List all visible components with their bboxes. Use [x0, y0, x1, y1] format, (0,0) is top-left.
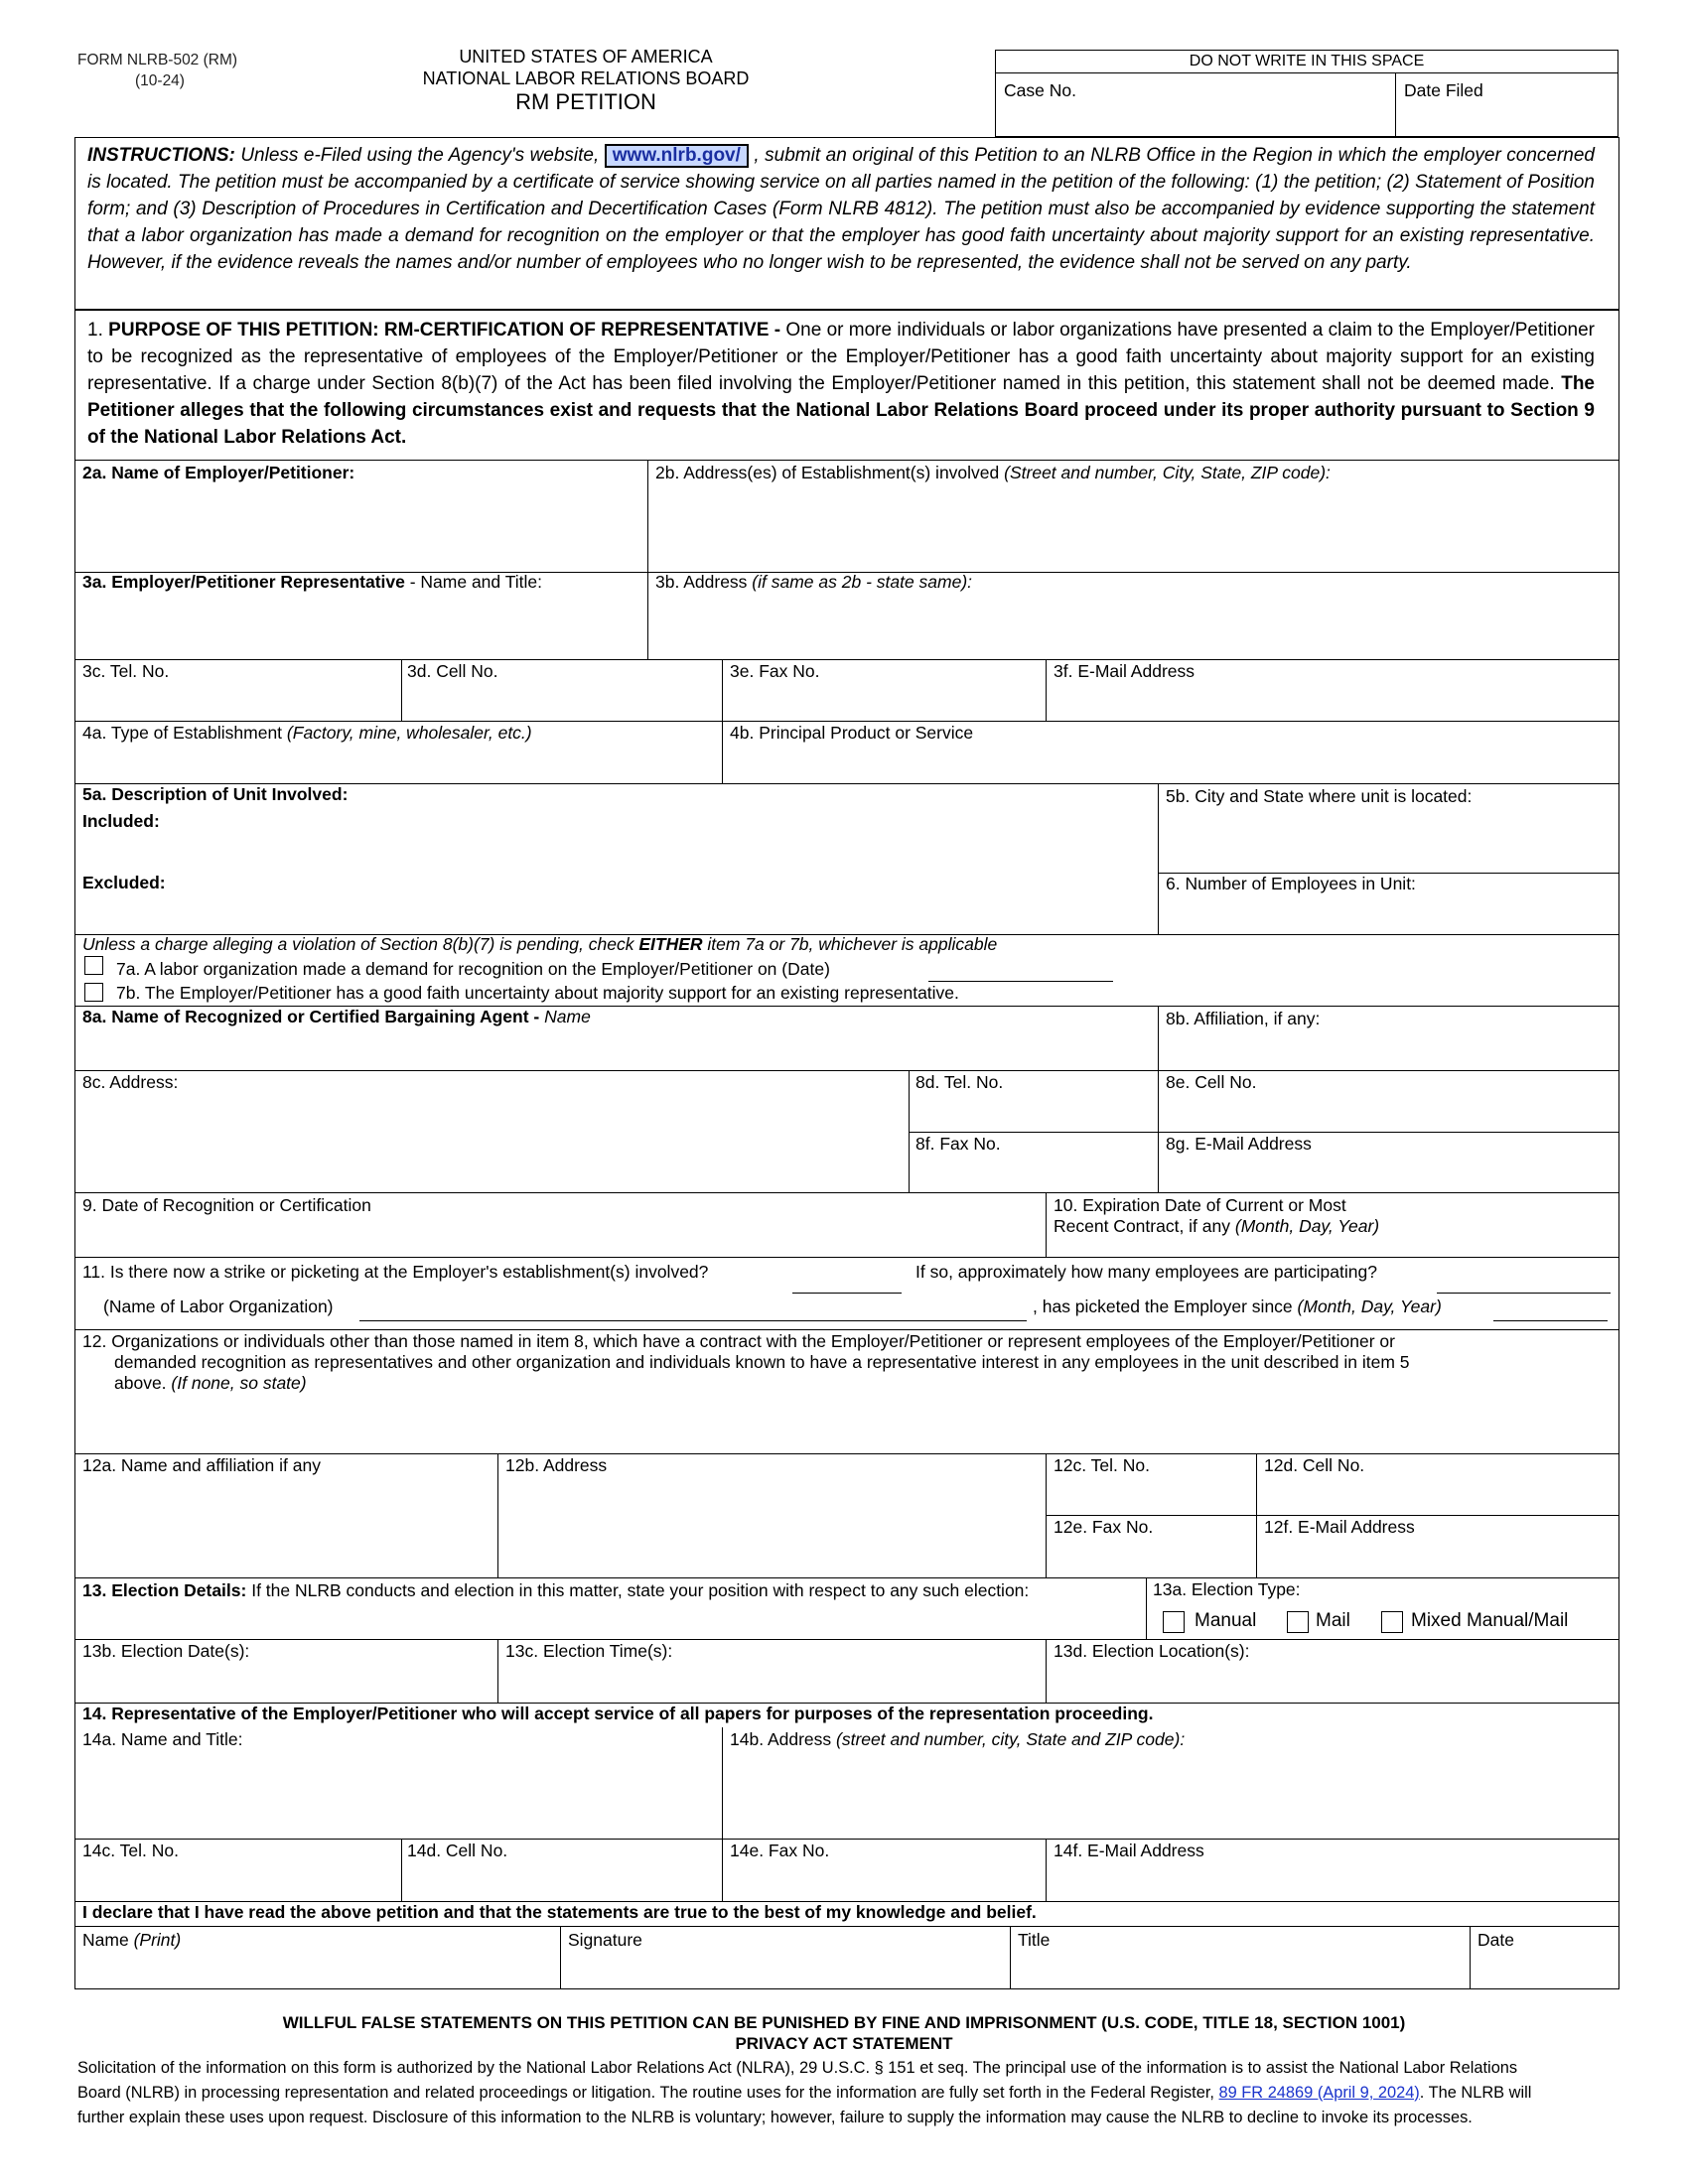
- field-9[interactable]: 9. Date of Recognition or Certification: [82, 1195, 371, 1215]
- field-7-note-pre: Unless a charge alleging a violation of Section 8(b)(7) is pending, check: [82, 934, 634, 954]
- header-titles: [377, 46, 794, 115]
- field-8a-label: 8a. Name of Recognized or Certified Bargaining Agent -: [82, 1007, 540, 1026]
- field-5b[interactable]: 5b. City and State where unit is located:: [1166, 786, 1473, 806]
- field-11-count-line[interactable]: [1437, 1293, 1611, 1294]
- field-13a: 13a. Election Type:: [1153, 1579, 1301, 1599]
- field-14c[interactable]: 14c. Tel. No.: [82, 1841, 179, 1860]
- field-14f[interactable]: 14f. E-Mail Address: [1054, 1841, 1204, 1860]
- checkbox-13a-mixed[interactable]: [1381, 1611, 1403, 1633]
- instructions: [87, 142, 1595, 276]
- signature-field[interactable]: Signature: [568, 1930, 642, 1950]
- field-2b-label: 2b. Address(es) of Establishment(s) involved: [655, 463, 1000, 482]
- field-7-note-bold: EITHER: [638, 934, 703, 954]
- form-id: FORM NLRB-502 (RM): [77, 52, 238, 68]
- field-11-org-label: (Name of Labor Organization): [103, 1297, 334, 1316]
- field-13d[interactable]: 13d. Election Location(s):: [1054, 1641, 1250, 1661]
- field-14b[interactable]: [730, 1729, 1185, 1750]
- checkbox-13a-mail[interactable]: [1287, 1611, 1309, 1633]
- purpose-text: One or more individuals or labor organizations have presented a claim to the Employer/Petitioner to be recognized as the representative of employees of the Employer/Petitioner or the Employer/Petitioner has a good faith uncertainty about majority support for an existing representative. If a charge under Section 8(b)(7) of the Act has been filed involving the Employer/Petitioner named in this petition, this statement shall not be deemed made.: [87, 320, 1596, 394]
- field-4a[interactable]: [82, 723, 532, 744]
- field-5a-excluded[interactable]: Excluded:: [82, 873, 166, 892]
- field-11-strike-line[interactable]: [792, 1293, 902, 1294]
- privacy-line1: Solicitation of the information on this form is authorized by the National Labor Relations Act (NLRA), 29 U.S.C. § 151 et seq. The principal use of the information is to assist the National Labor Relations: [77, 2059, 1518, 2077]
- false-statements-warning: WILLFUL FALSE STATEMENTS ON THIS PETITION CAN BE PUNISHED BY FINE AND IMPRISONMENT (U.S. CODE, TITLE 18, SECTION 1001): [282, 2013, 1406, 2032]
- field-5a[interactable]: 5a. Description of Unit Involved:: [82, 784, 349, 804]
- field-6[interactable]: 6. Number of Employees in Unit:: [1166, 874, 1416, 893]
- form-grid: [74, 461, 1619, 1989]
- field-7a-date-line[interactable]: [928, 981, 1113, 982]
- field-14: 14. Representative of the Employer/Petitioner who will accept service of all papers for purposes of the representation proceeding.: [82, 1704, 1154, 1723]
- field-10-line1: 10. Expiration Date of Current or Most: [1054, 1195, 1346, 1215]
- field-4a-label: 4a. Type of Establishment: [82, 723, 283, 743]
- field-8a[interactable]: [82, 1007, 591, 1027]
- option-mixed: Mixed Manual/Mail: [1411, 1610, 1569, 1631]
- purpose-bold-text: The Petitioner alleges that the following circumstances exist and requests that the National Labor Relations Board proceed under its proper authority pursuant to Section 9 of the National Labor Relations Act.: [87, 373, 1595, 448]
- field-8a-note: Name: [544, 1007, 591, 1026]
- field-7b: 7b. The Employer/Petitioner has a good faith uncertainty about majority support for an existing representative.: [116, 983, 959, 1003]
- field-8g[interactable]: 8g. E-Mail Address: [1166, 1134, 1312, 1154]
- field-3a-tail: - Name and Title:: [409, 572, 542, 592]
- field-11-since-note: (Month, Day, Year): [1297, 1297, 1442, 1316]
- declaration: I declare that I have read the above petition and that the statements are true to the best of my knowledge and belief.: [82, 1902, 1037, 1922]
- field-4a-note: (Factory, mine, wholesaler, etc.): [286, 723, 532, 743]
- purpose-sublabel: : RM-CERTIFICATION OF REPRESENTATIVE -: [372, 320, 781, 341]
- field-11-since-line[interactable]: [1493, 1320, 1608, 1321]
- field-13-text: If the NLRB conducts and election in this matter, state your position with respect to any such election:: [251, 1580, 1030, 1600]
- sig-title-field[interactable]: Title: [1018, 1930, 1051, 1950]
- sig-name-field[interactable]: [82, 1930, 181, 1951]
- date-filed-field[interactable]: Date Filed: [1404, 80, 1483, 100]
- field-4b[interactable]: 4b. Principal Product or Service: [730, 723, 974, 743]
- option-manual: Manual: [1195, 1610, 1257, 1631]
- field-5a-included[interactable]: Included:: [82, 811, 160, 831]
- field-14b-label: 14b. Address: [730, 1729, 832, 1749]
- purpose-number: 1.: [87, 320, 103, 341]
- sig-name-label: Name: [82, 1930, 129, 1950]
- field-12a[interactable]: 12a. Name and affiliation if any: [82, 1455, 321, 1475]
- field-3a[interactable]: [82, 572, 542, 593]
- field-14a[interactable]: 14a. Name and Title:: [82, 1729, 243, 1749]
- field-12b[interactable]: 12b. Address: [505, 1455, 608, 1475]
- field-11-org-line[interactable]: [359, 1320, 1027, 1321]
- field-7-note: [82, 934, 997, 955]
- field-12-line1: 12. Organizations or individuals other than those named in item 8, which have a contract with the Employer/Petitioner or represent employees of the Employer/Petitioner or: [82, 1331, 1395, 1351]
- field-3b-note: (if same as 2b - state same):: [752, 572, 973, 592]
- instructions-body: , submit an original of this Petition to an NLRB Office in the Region in which the employer concerned is located. The petition must be accompanied by a certificate of service showing service on all parties named in the petition of the following: (1) the petition; (2) Statement of Position form; and (3) Description of Procedures in Certification and Decertification Cases (Form NLRB 4812). The petition must also be accompanied by evidence supporting the statement that a labor organization has made a demand for recognition on the employer or that the employer has good faith uncertainty about majority support for an existing representative. However, if the evidence reveals the names and/or number of employees who no longer wish to be represented, the evidence shall not be served on any party.: [87, 145, 1595, 273]
- field-3d[interactable]: 3d. Cell No.: [407, 661, 498, 681]
- field-3a-label: 3a. Employer/Petitioner Representative: [82, 572, 405, 592]
- office-use-label: DO NOT WRITE IN THIS SPACE: [1189, 53, 1425, 69]
- sig-date-field[interactable]: Date: [1477, 1930, 1514, 1950]
- purpose-label: PURPOSE OF THIS PETITION: [108, 320, 373, 341]
- field-13-label: 13. Election Details:: [82, 1580, 247, 1600]
- instructions-lead: INSTRUCTIONS:: [87, 145, 235, 166]
- field-12[interactable]: [82, 1331, 1612, 1394]
- field-11-since-label: , has picketed the Employer since: [1033, 1297, 1293, 1316]
- field-7-note-post: item 7a or 7b, whichever is applicable: [707, 934, 998, 954]
- option-mail: Mail: [1316, 1610, 1350, 1631]
- field-8f[interactable]: 8f. Fax No.: [915, 1134, 1001, 1154]
- field-14d[interactable]: 14d. Cell No.: [407, 1841, 508, 1860]
- field-12-note: (If none, so state): [171, 1373, 307, 1393]
- checkbox-13a-manual[interactable]: [1163, 1611, 1185, 1633]
- field-12-line3: above.: [114, 1373, 167, 1393]
- country: UNITED STATES OF AMERICA: [459, 47, 713, 67]
- sig-name-note: (Print): [133, 1930, 182, 1950]
- field-13c[interactable]: 13c. Election Time(s):: [505, 1641, 673, 1661]
- field-12f[interactable]: 12f. E-Mail Address: [1264, 1517, 1415, 1537]
- privacy-line2: Board (NLRB) in processing representation and related proceedings or litigation. The routine uses for the information are fully set forth in the Federal Register,: [77, 2084, 1214, 2102]
- instructions-pre-link: Unless e-Filed using the Agency's website,: [240, 145, 600, 166]
- field-3b[interactable]: [655, 572, 972, 593]
- field-10-note: (Month, Day, Year): [1234, 1216, 1380, 1236]
- agency: NATIONAL LABOR RELATIONS BOARD: [422, 68, 750, 88]
- field-8e[interactable]: 8e. Cell No.: [1166, 1072, 1257, 1092]
- field-11-question2: If so, approximately how many employees are participating?: [915, 1262, 1377, 1282]
- field-8b[interactable]: 8b. Affiliation, if any:: [1166, 1009, 1321, 1028]
- field-2a[interactable]: 2a. Name of Employer/Petitioner:: [82, 463, 355, 482]
- purpose: [87, 317, 1595, 451]
- federal-register-link[interactable]: 89 FR 24869 (April 9, 2024): [1218, 2084, 1420, 2102]
- page-title: RM PETITION: [515, 89, 656, 114]
- field-3c[interactable]: 3c. Tel. No.: [82, 661, 170, 681]
- checkbox-7a[interactable]: [84, 956, 103, 975]
- field-12c[interactable]: 12c. Tel. No.: [1054, 1455, 1150, 1475]
- field-12e[interactable]: 12e. Fax No.: [1054, 1517, 1154, 1537]
- field-7a: 7a. A labor organization made a demand for recognition on the Employer/Petitioner on (Date): [116, 959, 830, 979]
- field-13: [82, 1580, 1029, 1601]
- field-14e[interactable]: 14e. Fax No.: [730, 1841, 830, 1860]
- privacy-act-title: PRIVACY ACT STATEMENT: [735, 2034, 953, 2053]
- field-13b[interactable]: 13b. Election Date(s):: [82, 1641, 250, 1661]
- website-link[interactable]: www.nlrb.gov/: [605, 144, 749, 168]
- checkbox-7b[interactable]: [84, 983, 103, 1002]
- field-14b-note: (street and number, city, State and ZIP code):: [836, 1729, 1186, 1749]
- privacy-line2-tail: . The NLRB will: [1419, 2084, 1532, 2102]
- field-10[interactable]: [1054, 1195, 1379, 1237]
- field-12-line2: demanded recognition as representatives and other organization and individuals known to have a representative interest in any employees in the unit described in item 5: [114, 1352, 1410, 1372]
- privacy-line3: further explain these uses upon request. Disclosure of this information to the NLRB is voluntary; however, failure to supply the information may cause the NLRB to decline to invoke its processes.: [77, 2109, 1473, 2126]
- field-3b-label: 3b. Address: [655, 572, 748, 592]
- form-date: (10-24): [135, 72, 185, 89]
- field-12d[interactable]: 12d. Cell No.: [1264, 1455, 1365, 1475]
- field-10-line2: Recent Contract, if any: [1054, 1216, 1230, 1236]
- field-3e[interactable]: 3e. Fax No.: [730, 661, 820, 681]
- field-2b-note: (Street and number, City, State, ZIP code):: [1004, 463, 1331, 482]
- field-11-since: [1033, 1297, 1442, 1317]
- field-8d[interactable]: 8d. Tel. No.: [915, 1072, 1004, 1092]
- case-no-field[interactable]: Case No.: [1004, 80, 1076, 100]
- field-11-question: 11. Is there now a strike or picketing at the Employer's establishment(s) involved?: [82, 1262, 709, 1282]
- privacy-statement: [77, 2056, 1618, 2130]
- field-2b[interactable]: [655, 463, 1331, 483]
- field-3f[interactable]: 3f. E-Mail Address: [1054, 661, 1195, 681]
- field-8c[interactable]: 8c. Address:: [82, 1072, 179, 1092]
